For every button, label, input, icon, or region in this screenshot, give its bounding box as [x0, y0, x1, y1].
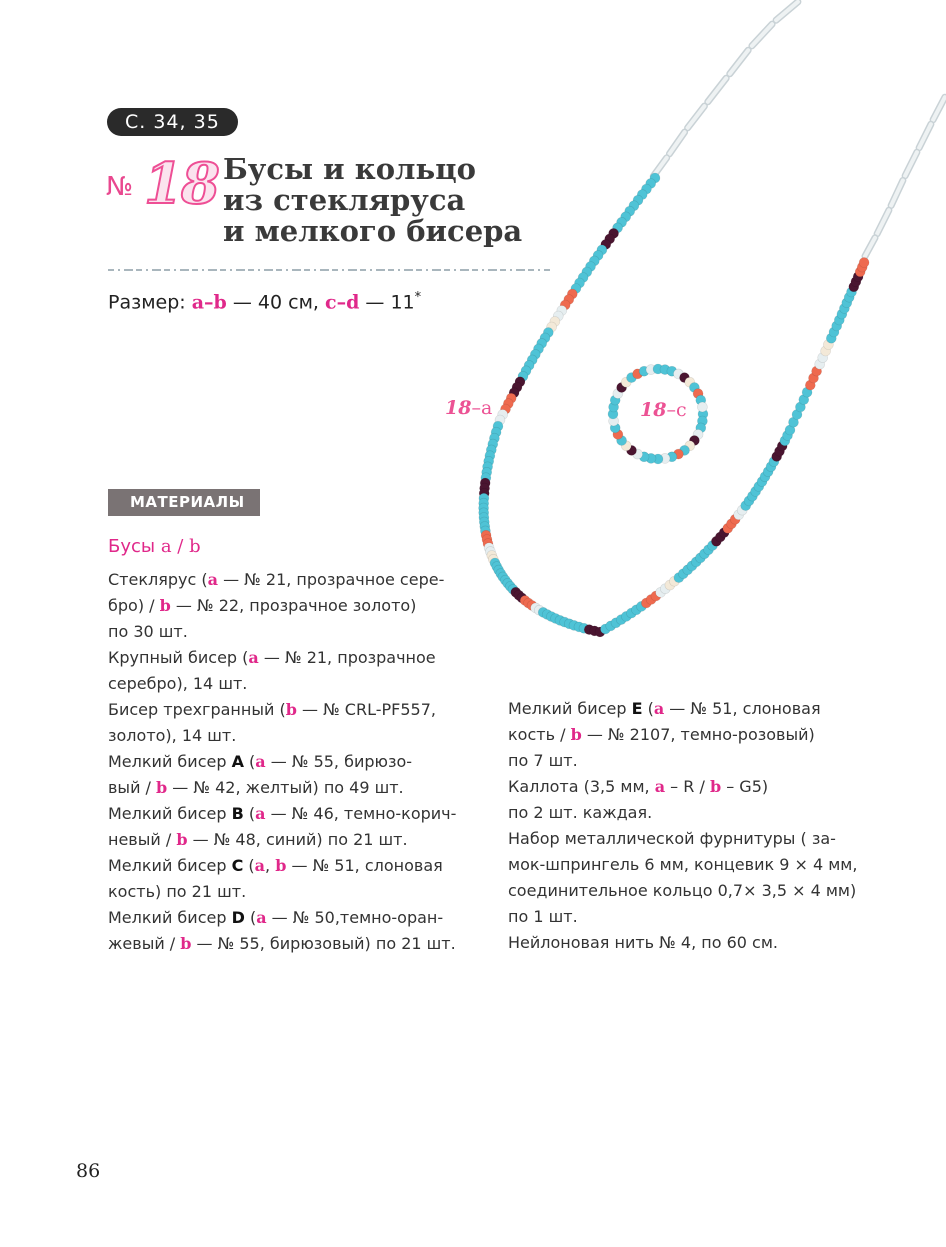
variant-letter: b: [159, 596, 171, 615]
variant-letter: b: [570, 725, 582, 744]
bead-code: E: [631, 699, 643, 718]
material-text: — № 51, слоновая: [664, 699, 821, 718]
materials-column-right: [508, 696, 868, 956]
variant-letter: a: [653, 699, 665, 718]
bugle-highlight: [877, 210, 889, 234]
variant-letter: a: [207, 570, 218, 589]
size-footnote-star: *: [414, 290, 422, 305]
material-text: золото), 14 шт.: [108, 726, 237, 745]
material-text: кость) по 21 шт.: [108, 882, 247, 901]
material-line: [508, 722, 868, 748]
subheading-variants: a / b: [160, 536, 201, 557]
material-text: — № 46, темно-корич-: [265, 804, 457, 823]
subheading-text: Бусы: [108, 536, 161, 557]
seed-bead: [859, 258, 869, 268]
material-line: [108, 723, 468, 749]
material-line: [508, 748, 868, 774]
material-line: [108, 775, 468, 801]
bugle-highlight: [776, 2, 798, 20]
material-text: вый /: [108, 778, 157, 797]
material-text: (: [243, 804, 256, 823]
material-text: невый /: [108, 830, 177, 849]
material-line: [508, 930, 868, 956]
title-line: Бусы и кольцо: [223, 152, 476, 186]
material-text: — № 2107, темно-розовый): [581, 725, 815, 744]
material-text: — № 50,темно-оран-: [266, 908, 444, 927]
material-text: — № 55, бирюзовый) по 21 шт.: [191, 934, 456, 953]
material-text: Каллота (3,5 мм,: [508, 777, 655, 796]
bead-code: B: [231, 804, 244, 823]
variant-letter: a: [255, 804, 266, 823]
material-text: по 30 шт.: [108, 622, 188, 641]
material-text: Крупный бисер (: [108, 648, 249, 667]
size-length: — 40 см,: [226, 291, 325, 314]
material-text: серебро), 14 шт.: [108, 674, 248, 693]
size-b: b: [213, 291, 227, 314]
variant-letter: a: [256, 908, 267, 927]
bead-code: D: [231, 908, 245, 927]
material-text: — № 51, слоновая: [286, 856, 443, 875]
material-text: (: [243, 856, 255, 875]
material-line: [108, 905, 468, 931]
page-reference-badge: С. 34, 35: [107, 108, 238, 136]
size-dash: –: [204, 291, 214, 314]
material-line: [108, 749, 468, 775]
material-text: (: [642, 699, 654, 718]
material-text: бро) /: [108, 596, 160, 615]
material-text: – G5): [721, 777, 769, 796]
bugle-highlight: [752, 24, 772, 46]
label-suffix: –c: [666, 399, 687, 421]
material-text: Мелкий бисер: [508, 699, 632, 718]
material-text: Стеклярус (: [108, 570, 208, 589]
size-info: [108, 290, 421, 313]
material-line: [508, 904, 868, 930]
title-line: и мелкого бисера: [223, 214, 523, 248]
material-line: [508, 852, 868, 878]
necklace-label: [445, 397, 492, 419]
material-text: мок-шпрингель 6 мм, концевик 9 × 4 мм,: [508, 855, 858, 874]
material-text: кость /: [508, 725, 571, 744]
material-text: — № 42, желтый) по 49 шт.: [167, 778, 404, 797]
material-text: — № 48, синий) по 21 шт.: [187, 830, 408, 849]
variant-letter: a: [654, 777, 666, 796]
material-text: Бисер трехгранный (: [108, 700, 286, 719]
bead-code: A: [231, 752, 244, 771]
material-line: [508, 878, 868, 904]
label-number: 18: [445, 397, 472, 419]
number-sign: №: [106, 172, 134, 202]
material-text: по 7 шт.: [508, 751, 578, 770]
bugle-highlight: [933, 97, 945, 120]
material-line: [108, 645, 468, 671]
variant-letter: b: [156, 778, 168, 797]
material-line: [108, 801, 468, 827]
material-text: по 1 шт.: [508, 907, 578, 926]
bugle-highlight: [688, 106, 705, 128]
ring-label: [640, 399, 687, 421]
material-line: [108, 853, 468, 879]
bugle-highlight: [708, 78, 726, 102]
label-number: 18: [640, 399, 667, 421]
bugle-highlight: [905, 152, 917, 176]
material-text: Мелкий бисер: [108, 804, 232, 823]
title-line: из стекляруса: [223, 183, 466, 217]
material-text: – R /: [665, 777, 710, 796]
material-text: жевый /: [108, 934, 181, 953]
size-label: Размер:: [108, 291, 192, 314]
material-line: [108, 619, 468, 645]
bugle-highlight: [669, 132, 684, 154]
material-text: — № CRL-PF557,: [296, 700, 436, 719]
bugle-highlight: [891, 180, 903, 205]
size-dash: –: [336, 291, 347, 314]
material-text: (: [243, 752, 256, 771]
bugle-highlight: [919, 124, 931, 148]
material-text: — № 21, прозрачное сере-: [217, 570, 445, 589]
material-line: [108, 931, 468, 957]
material-text: Набор металлической фурнитуры ( за-: [508, 829, 836, 848]
material-text: ,: [265, 856, 276, 875]
material-line: [108, 671, 468, 697]
variant-letter: b: [709, 777, 722, 796]
material-line: [108, 879, 468, 905]
necklace-image: [479, 2, 945, 637]
ring-bead: [697, 402, 707, 412]
material-text: — № 22, прозрачное золото): [170, 596, 417, 615]
material-text: Мелкий бисер: [108, 856, 232, 875]
material-text: Нейлоновая нить № 4, по 60 см.: [508, 933, 778, 952]
dashed-divider: [108, 266, 550, 274]
material-line: [108, 593, 468, 619]
material-line: [508, 800, 868, 826]
label-suffix: –a: [471, 397, 493, 419]
material-text: — № 21, прозрачное: [258, 648, 436, 667]
page-number: 86: [76, 1160, 101, 1182]
project-number: 18: [144, 151, 218, 217]
variant-letter: b: [275, 856, 287, 875]
material-line: [508, 696, 868, 722]
variant-letter: a: [248, 648, 259, 667]
material-text: Мелкий бисер: [108, 752, 232, 771]
material-text: — № 55, бирюзо-: [265, 752, 413, 771]
size-a: a: [191, 291, 205, 314]
materials-header: МАТЕРИАЛЫ: [108, 489, 260, 516]
material-text: по 2 шт. каждая.: [508, 803, 653, 822]
variant-letter: b: [180, 934, 192, 953]
variant-letter: b: [176, 830, 188, 849]
bugle-highlight: [730, 50, 748, 74]
page-title: [223, 154, 522, 247]
material-line: [508, 826, 868, 852]
size-d: d: [346, 291, 360, 314]
size-ring: — 11: [359, 291, 415, 314]
size-c: c: [325, 291, 337, 314]
material-text: Мелкий бисер: [108, 908, 232, 927]
material-text: соединительное кольцо 0,7× 3,5 × 4 мм): [508, 881, 857, 900]
variant-letter: b: [285, 700, 297, 719]
bead-code: C: [231, 856, 244, 875]
variant-letter: a: [255, 752, 266, 771]
materials-subheading: [108, 536, 201, 557]
variant-letter: a: [254, 856, 266, 875]
material-line: [508, 774, 868, 800]
material-line: [108, 697, 468, 723]
material-text: (: [244, 908, 257, 927]
material-line: [108, 827, 468, 853]
material-line: [108, 567, 468, 593]
materials-column-left: [108, 567, 468, 957]
